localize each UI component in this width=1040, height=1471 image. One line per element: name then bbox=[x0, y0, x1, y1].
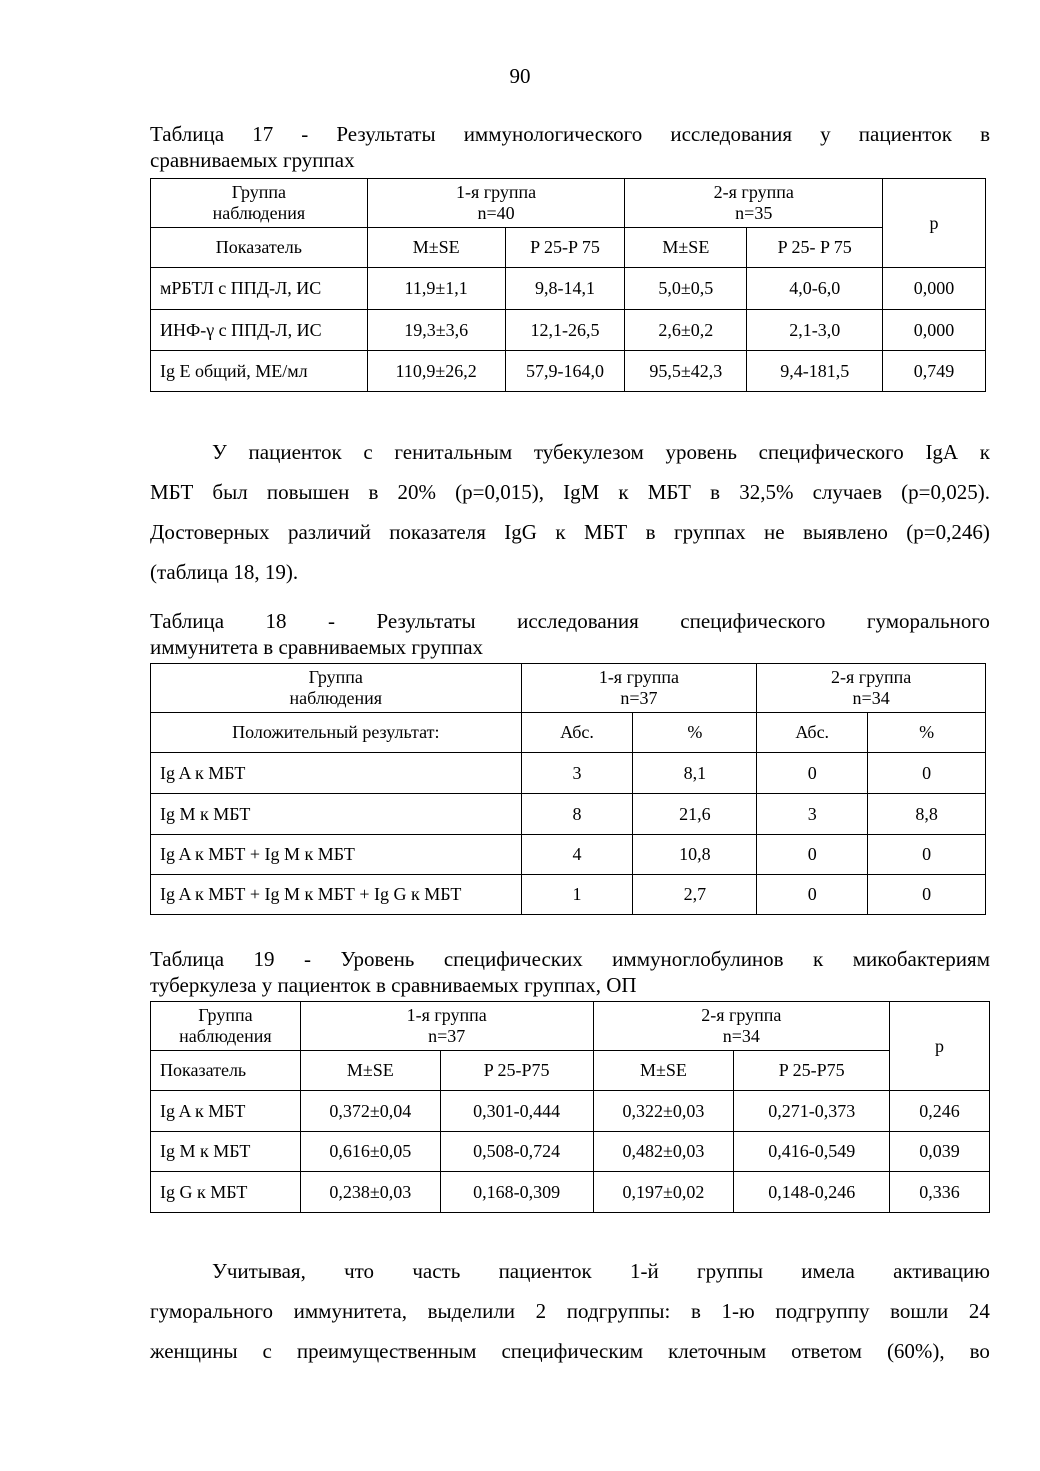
t19-cell-m2: 0,197±0,02 bbox=[593, 1172, 734, 1213]
t19-cell-p: 0,336 bbox=[890, 1172, 990, 1213]
table-row bbox=[151, 875, 986, 915]
t17-header-group2 bbox=[625, 179, 883, 228]
t19-header-indicator: Показатель bbox=[151, 1051, 301, 1091]
t19-header-group2 bbox=[593, 1002, 890, 1051]
t18-cell-abs1: 8 bbox=[521, 794, 633, 835]
t17-group2-name: 2-я группа bbox=[713, 182, 794, 202]
table-row bbox=[151, 351, 986, 392]
table-19-caption-line2: туберкулеза у пациенток в сравниваемых группах, ОП bbox=[150, 973, 637, 997]
t17-cell-p2: 2,1-3,0 bbox=[747, 310, 883, 351]
t19-cell-p2: 0,416-0,549 bbox=[734, 1132, 890, 1172]
t19-cell-p: 0,246 bbox=[890, 1091, 990, 1132]
t19-cell-p1: 0,508-0,724 bbox=[440, 1132, 593, 1172]
table-17-caption bbox=[150, 121, 990, 173]
t18-header-group-label: Группа bbox=[308, 667, 363, 687]
t17-cell-p: 0,000 bbox=[883, 268, 986, 310]
t17-header-group-label: Группа bbox=[231, 182, 286, 202]
t18-header-group bbox=[151, 664, 522, 713]
t17-row-name: мРБТЛ с ППД-Л, ИС bbox=[151, 268, 368, 310]
t17-header-indicator: Показатель bbox=[151, 228, 368, 268]
t18-row-name: Ig A к МБТ + Ig M к МБТ + Ig G к МБТ bbox=[151, 875, 522, 915]
t18-cell-pc2: 0 bbox=[868, 875, 986, 915]
paragraph-2-line1: Учитывая, что часть пациенток 1-й группы имела активацию bbox=[212, 1259, 990, 1283]
table-19-caption bbox=[150, 946, 990, 998]
t19-cell-p1: 0,301-0,444 bbox=[440, 1091, 593, 1132]
t19-row-name: Ig G к МБТ bbox=[151, 1172, 301, 1213]
t19-cell-m2: 0,322±0,03 bbox=[593, 1091, 734, 1132]
t19-header-mse1: M±SE bbox=[300, 1051, 440, 1091]
t17-cell-m1: 19,3±3,6 bbox=[367, 310, 505, 351]
t18-cell-pc1: 8,1 bbox=[633, 753, 757, 794]
paragraph-1-line3: Достоверных различий показателя IgG к МБТ в группах не выявлено (р=0,246) bbox=[150, 520, 990, 544]
t17-cell-p1: 57,9-164,0 bbox=[505, 351, 625, 392]
table-row bbox=[151, 1091, 990, 1132]
t18-header-abs1: Абс. bbox=[521, 713, 633, 753]
paragraph-2-line3: женщины с преимущественным специфическим клеточным ответом (60%), во bbox=[150, 1339, 990, 1363]
table-18-caption bbox=[150, 608, 990, 660]
table-17-caption-line1: Таблица 17 - Результаты иммунологического исследования у пациенток в bbox=[150, 122, 990, 146]
t19-cell-m1: 0,238±0,03 bbox=[300, 1172, 440, 1213]
t18-cell-pc2: 0 bbox=[868, 835, 986, 875]
t18-header-abs2: Абс. bbox=[757, 713, 868, 753]
t18-header-group1 bbox=[521, 664, 757, 713]
t17-header-p: p bbox=[883, 179, 986, 268]
table-17-caption-line2: сравниваемых группах bbox=[150, 148, 355, 172]
t17-header-pct1: P 25-P 75 bbox=[505, 228, 625, 268]
t18-cell-pc1: 2,7 bbox=[633, 875, 757, 915]
t17-header-group1 bbox=[367, 179, 625, 228]
t17-cell-p1: 9,8-14,1 bbox=[505, 268, 625, 310]
t18-group2-n: n=34 bbox=[852, 688, 890, 708]
t19-row-name: Ig A к МБТ bbox=[151, 1091, 301, 1132]
t17-cell-m2: 5,0±0,5 bbox=[625, 268, 747, 310]
t19-header-group-label: Группа bbox=[198, 1005, 253, 1025]
t19-cell-p2: 0,148-0,246 bbox=[734, 1172, 890, 1213]
t18-cell-abs1: 4 bbox=[521, 835, 633, 875]
t19-cell-p2: 0,271-0,373 bbox=[734, 1091, 890, 1132]
t18-cell-pc1: 21,6 bbox=[633, 794, 757, 835]
t17-cell-p1: 12,1-26,5 bbox=[505, 310, 625, 351]
t18-header-pc2: % bbox=[868, 713, 986, 753]
table-18-caption-line1: Таблица 18 - Результаты исследования специфического гуморального bbox=[150, 609, 990, 633]
t19-header-p: p bbox=[890, 1002, 990, 1091]
t17-group2-n: n=35 bbox=[735, 203, 773, 223]
t19-header-observation-label: наблюдения bbox=[179, 1026, 272, 1046]
t17-header-mse2: M±SE bbox=[625, 228, 747, 268]
paragraph-2 bbox=[150, 1251, 990, 1371]
t18-row-name: Ig A к МБТ + Ig M к МБТ bbox=[151, 835, 522, 875]
t19-row-name: Ig M к МБТ bbox=[151, 1132, 301, 1172]
t18-cell-abs2: 0 bbox=[757, 753, 868, 794]
t18-group2-name: 2-я группа bbox=[831, 667, 912, 687]
table-18-caption-line2: иммунитета в сравниваемых группах bbox=[150, 635, 484, 659]
t18-cell-abs2: 0 bbox=[757, 875, 868, 915]
page-number: 90 bbox=[509, 64, 531, 88]
t19-group2-n: n=34 bbox=[722, 1026, 760, 1046]
t18-cell-pc2: 8,8 bbox=[868, 794, 986, 835]
t17-header-group bbox=[151, 179, 368, 228]
table-19-caption-line1: Таблица 19 - Уровень специфических иммуноглобулинов к микобактериям bbox=[150, 947, 990, 971]
paragraph-1-line1: У пациенток с генитальным тубекулезом уровень специфического IgA к bbox=[212, 440, 990, 464]
t19-cell-m2: 0,482±0,03 bbox=[593, 1132, 734, 1172]
t18-group1-n: n=37 bbox=[620, 688, 658, 708]
table-18 bbox=[150, 663, 986, 915]
table-19 bbox=[150, 1001, 990, 1213]
t19-header-mse2: M±SE bbox=[593, 1051, 734, 1091]
t18-row-name: Ig A к МБТ bbox=[151, 753, 522, 794]
t17-cell-p: 0,000 bbox=[883, 310, 986, 351]
table-row bbox=[151, 268, 986, 310]
paragraph-1-line2: МБТ был повышен в 20% (р=0,015), IgM к МБТ в 32,5% случаев (р=0,025). bbox=[150, 480, 990, 504]
table-row bbox=[151, 1172, 990, 1213]
paragraph-2-line2: гуморального иммунитета, выделили 2 подгруппы: в 1-ю подгруппу вошли 24 bbox=[150, 1299, 990, 1323]
t17-group1-n: n=40 bbox=[477, 203, 515, 223]
t17-cell-m1: 110,9±26,2 bbox=[367, 351, 505, 392]
t17-header-observation-label: наблюдения bbox=[212, 203, 306, 223]
t17-row-name: Ig E общий, МЕ/мл bbox=[151, 351, 368, 392]
table-17 bbox=[150, 178, 986, 392]
t18-header-positive: Положительный результат: bbox=[151, 713, 522, 753]
paragraph-1 bbox=[150, 432, 990, 592]
t18-cell-abs2: 0 bbox=[757, 835, 868, 875]
table-row bbox=[151, 835, 986, 875]
t17-cell-m2: 95,5±42,3 bbox=[625, 351, 747, 392]
t18-cell-abs1: 1 bbox=[521, 875, 633, 915]
table-row bbox=[151, 794, 986, 835]
t19-group1-n: n=37 bbox=[428, 1026, 466, 1046]
table-row bbox=[151, 753, 986, 794]
t18-group1-name: 1-я группа bbox=[598, 667, 679, 687]
t19-cell-m1: 0,372±0,04 bbox=[300, 1091, 440, 1132]
table-row bbox=[151, 1132, 990, 1172]
t17-cell-p: 0,749 bbox=[883, 351, 986, 392]
table-row bbox=[151, 310, 986, 351]
t17-header-pct2: P 25- P 75 bbox=[747, 228, 883, 268]
t18-row-name: Ig M к МБТ bbox=[151, 794, 522, 835]
t18-cell-pc1: 10,8 bbox=[633, 835, 757, 875]
t17-cell-m2: 2,6±0,2 bbox=[625, 310, 747, 351]
t17-cell-m1: 11,9±1,1 bbox=[367, 268, 505, 310]
t17-cell-p2: 4,0-6,0 bbox=[747, 268, 883, 310]
t18-cell-pc2: 0 bbox=[868, 753, 986, 794]
t17-cell-p2: 9,4-181,5 bbox=[747, 351, 883, 392]
t18-cell-abs2: 3 bbox=[757, 794, 868, 835]
t18-header-pc1: % bbox=[633, 713, 757, 753]
t17-header-mse1: M±SE bbox=[367, 228, 505, 268]
t18-header-observation-label: наблюдения bbox=[289, 688, 383, 708]
t17-group1-name: 1-я группа bbox=[455, 182, 537, 202]
t18-header-group2 bbox=[757, 664, 986, 713]
t19-group2-name: 2-я группа bbox=[701, 1005, 782, 1025]
t19-cell-m1: 0,616±0,05 bbox=[300, 1132, 440, 1172]
t19-header-pct1: P 25-P75 bbox=[440, 1051, 593, 1091]
t18-cell-abs1: 3 bbox=[521, 753, 633, 794]
t19-cell-p1: 0,168-0,309 bbox=[440, 1172, 593, 1213]
t19-header-group1 bbox=[300, 1002, 593, 1051]
paragraph-1-line4: (таблица 18, 19). bbox=[150, 560, 299, 584]
t19-cell-p: 0,039 bbox=[890, 1132, 990, 1172]
t19-header-pct2: P 25-P75 bbox=[734, 1051, 890, 1091]
t17-row-name: ИНФ-γ с ППД-Л, ИС bbox=[151, 310, 368, 351]
t19-group1-name: 1-я группа bbox=[406, 1005, 487, 1025]
t19-header-group bbox=[151, 1002, 301, 1051]
